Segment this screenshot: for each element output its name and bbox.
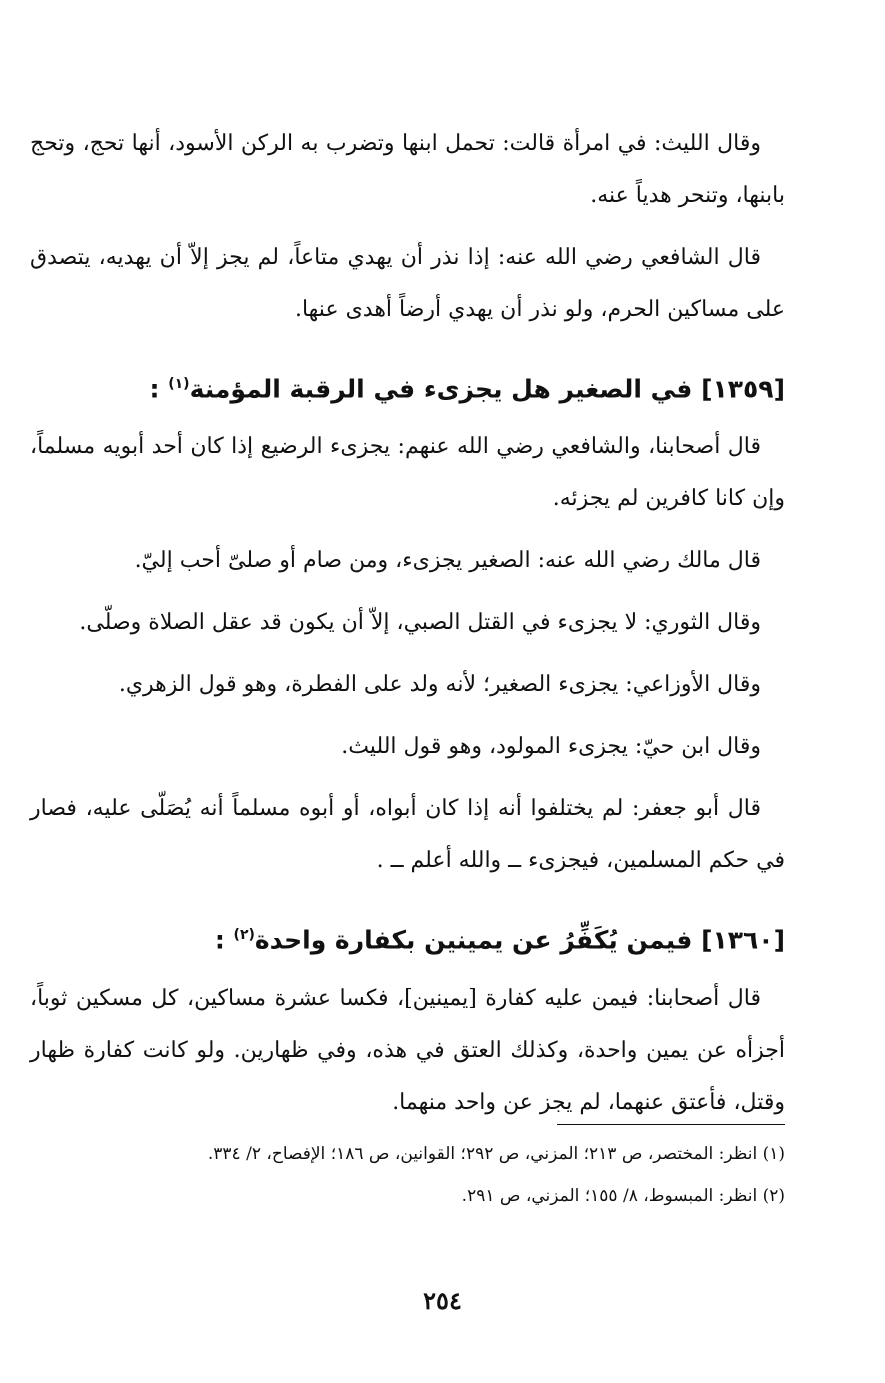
footnote-divider — [557, 1124, 785, 1125]
footnote-ref: (١) — [168, 376, 190, 392]
paragraph: وقال ابن حيّ: يجزىء المولود، وهو قول الليث. — [341, 734, 761, 760]
section-title: في الصغير هل يجزىء في الرقبة المؤمنة — [189, 374, 693, 404]
paragraph: قال أصحابنا: فيمن عليه كفارة [يمينين]، فكسا عشرة مساكين، كل مسكين ثوباً، أجزأه عن يمين واحدة، وكذلك العتق في هذه، وفي ظهارين. ولو كانت كفارة ظهار وقتل، فأعتق عنهما، لم يجز عن واحد منهما. — [30, 985, 785, 1115]
page-number: ٢٥٤ — [423, 1286, 462, 1315]
section-title: فيمن يُكَفِّرُ عن يمينين بكفارة واحدة — [254, 925, 693, 955]
section-number: [١٣٥٩] — [701, 374, 785, 404]
paragraph: قال أصحابنا، والشافعي رضي الله عنهم: يجزىء الرضيع إذا كان أحد أبويه مسلماً، وإن كانا كافرين لم يجزئه. — [30, 434, 785, 512]
footnote-1: (١) انظر: المختصر، ص ٢١٣؛ المزني، ص ٢٩٢؛ القوانين، ص ١٨٦؛ الإفصاح، ٢/ ٣٣٤. — [207, 1144, 785, 1164]
heading-suffix: : — [214, 925, 225, 955]
section-number: [١٣٦٠] — [701, 925, 785, 955]
paragraph-laith: وقال الليث: في امرأة قالت: تحمل ابنها وتضرب به الركن الأسود، أنها تحج، وتحج بابنها، وتنحر هدياً عنه. — [30, 131, 785, 208]
paragraph-shafii: قال الشافعي رضي الله عنه: إذا نذر أن يهدي متاعاً، لم يجز إلاّ أن يهديه، يتصدق على مساكين الحرم، ولو نذر أن يهدي أرضاً أهدى عنها. — [30, 245, 785, 322]
paragraph: وقال الثوري: لا يجزىء في القتل الصبي، إلاّ أن يكون قد عقل الصلاة وصلّى. — [79, 610, 761, 636]
paragraph: قال أبو جعفر: لم يختلفوا أنه إذا كان أبواه، أو أبوه مسلماً أنه يُصَلّى عليه، فصار في حكم المسلمين، فيجزىء ــ والله أعلم ــ . — [30, 796, 785, 874]
heading-suffix: : — [149, 374, 160, 404]
section-heading-1360 — [30, 909, 785, 966]
main-text — [30, 118, 785, 1139]
paragraph: وقال الأوزاعي: يجزىء الصغير؛ لأنه ولد على الفطرة، وهو قول الزهري. — [118, 672, 761, 698]
section-heading-1359 — [30, 358, 785, 415]
footnote-ref: (٢) — [233, 927, 255, 944]
footnote-2: (٢) انظر: المبسوط، ٨/ ١٥٥؛ المزني، ص ٢٩١. — [461, 1186, 785, 1206]
footnotes — [30, 1136, 785, 1220]
paragraph: قال مالك رضي الله عنه: الصغير يجزىء، ومن صام أو صلىّ أحب إليّ. — [134, 548, 761, 574]
